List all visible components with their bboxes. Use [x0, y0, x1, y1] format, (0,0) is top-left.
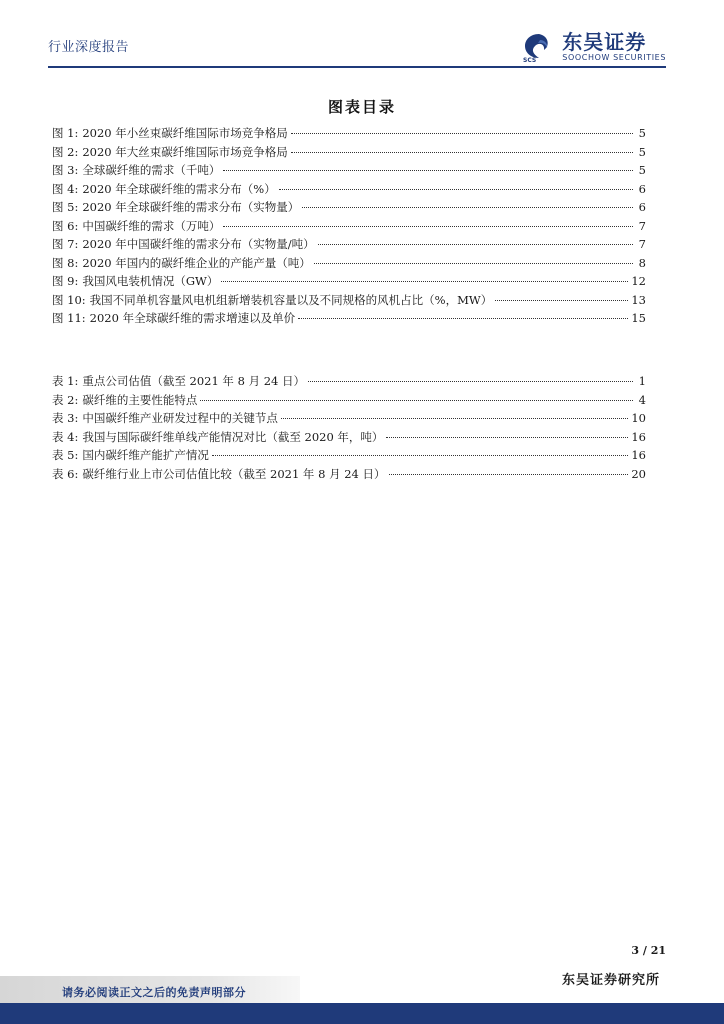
entry-title: 碳纤维的主要性能特点 [82, 392, 198, 407]
entry-title: 国内碳纤维产能扩产情况 [82, 448, 209, 462]
figure-entry[interactable] [52, 144, 646, 163]
figure-entry[interactable] [52, 125, 646, 144]
entry-label: 表 3: [52, 411, 79, 425]
entry-page-number: 16 [631, 448, 646, 462]
entry-label: 表 6: [52, 466, 79, 481]
entry-page-number: 7 [638, 218, 646, 233]
entry-label: 表 2: [52, 392, 79, 407]
entry-page-number: 20 [631, 466, 646, 481]
entry-label: 图 10: [52, 292, 86, 307]
entry-label: 图 6: [52, 218, 79, 233]
entry-title: 中国碳纤维的需求（万吨） [82, 218, 221, 233]
table-entry[interactable] [52, 466, 646, 485]
page-number: 3 / 21 [631, 944, 666, 957]
table-entry[interactable] [52, 447, 646, 466]
header-divider [48, 66, 666, 68]
figure-entry[interactable] [52, 255, 646, 274]
figure-entry[interactable] [52, 181, 646, 200]
soochow-logo-icon [522, 32, 556, 62]
figure-entry[interactable] [52, 218, 646, 237]
entry-title: 2020 年全球碳纤维的需求分布（实物量） [82, 200, 300, 214]
footer-bar [0, 1003, 724, 1024]
table-list [52, 373, 646, 484]
dot-leader [200, 399, 633, 401]
entry-label: 表 5: [52, 448, 79, 462]
research-institute-name: 东吴证券研究所 [561, 973, 660, 988]
entry-label: 表 1: [52, 374, 79, 388]
dot-leader [389, 473, 629, 475]
entry-title: 2020 年小丝束碳纤维国际市场竞争格局 [82, 126, 288, 140]
entry-page-number: 5 [638, 126, 646, 140]
dot-leader [495, 299, 628, 301]
dot-leader [291, 132, 633, 134]
dot-leader [318, 243, 633, 245]
entry-title: 2020 年全球碳纤维的需求分布（%） [82, 181, 276, 196]
entry-page-number: 6 [638, 200, 646, 214]
entry-page-number: 8 [638, 255, 646, 270]
entry-page-number: 4 [638, 392, 646, 407]
entry-page-number: 12 [631, 274, 646, 288]
entry-title: 2020 年中国碳纤维的需求分布（实物量/吨） [82, 237, 315, 251]
soochow-logo [522, 31, 666, 63]
entry-page-number: 13 [631, 292, 646, 307]
dot-leader [291, 151, 633, 153]
dot-leader [386, 436, 628, 438]
entry-title: 2020 年国内的碳纤维企业的产能产量（吨） [82, 255, 311, 270]
entry-title: 我国与国际碳纤维单线产能情况对比（截至 2020 年，吨） [82, 429, 384, 444]
table-entry[interactable] [52, 373, 646, 392]
entry-label: 表 4: [52, 429, 79, 444]
entry-title: 中国碳纤维产业研发过程中的关键节点 [82, 411, 278, 425]
figure-list [52, 125, 646, 329]
table-entry[interactable] [52, 410, 646, 429]
entry-title: 2020 年大丝束碳纤维国际市场竞争格局 [82, 144, 288, 159]
dot-leader [223, 169, 633, 171]
entry-label: 图 9: [52, 274, 79, 288]
entry-page-number: 16 [631, 429, 646, 444]
entry-page-number: 1 [638, 374, 646, 388]
entry-label: 图 3: [52, 163, 79, 177]
entry-label: 图 1: [52, 126, 79, 140]
figure-entry[interactable] [52, 236, 646, 255]
entry-label: 图 8: [52, 255, 79, 270]
logo-english-name: SOOCHOW SECURITIES [562, 53, 666, 62]
figure-entry[interactable] [52, 162, 646, 181]
entry-title: 2020 年全球碳纤维的需求增速以及单价 [89, 311, 296, 325]
figure-entry[interactable] [52, 273, 646, 292]
logo-chinese-name: 东吴证券 [562, 30, 647, 54]
report-category: 行业深度报告 [48, 40, 130, 55]
entry-page-number: 6 [638, 181, 646, 196]
toc-heading: 图表目录 [327, 98, 396, 116]
disclaimer-text: 请务必阅读正文之后的免责声明部分 [62, 986, 246, 999]
entry-page-number: 5 [638, 163, 646, 177]
entry-label: 图 2: [52, 144, 79, 159]
entry-label: 图 5: [52, 200, 79, 214]
entry-label: 图 4: [52, 181, 79, 196]
dot-leader [223, 225, 633, 227]
dot-leader [281, 417, 629, 419]
table-entry[interactable] [52, 392, 646, 411]
entry-title: 全球碳纤维的需求（千吨） [82, 163, 221, 177]
dot-leader [212, 454, 629, 456]
entry-page-number: 15 [631, 311, 646, 325]
entry-page-number: 10 [631, 411, 646, 425]
table-entry[interactable] [52, 429, 646, 448]
figure-entry[interactable] [52, 310, 646, 329]
figure-entry[interactable] [52, 292, 646, 311]
entry-title: 碳纤维行业上市公司估值比较（截至 2021 年 8 月 24 日） [82, 466, 386, 481]
entry-title: 我国风电装机情况（GW） [82, 274, 219, 288]
entry-title: 我国不同单机容量风电机组新增装机容量以及不同规格的风机占比（%，MW） [89, 292, 493, 307]
figure-entry[interactable] [52, 199, 646, 218]
entry-page-number: 7 [638, 237, 646, 251]
entry-label: 图 11: [52, 311, 86, 325]
dot-leader [308, 380, 633, 382]
dot-leader [314, 262, 633, 264]
dot-leader [302, 206, 633, 208]
svg-text:SCS: SCS [523, 57, 537, 62]
dot-leader [221, 280, 628, 282]
dot-leader [298, 317, 628, 319]
dot-leader [279, 188, 633, 190]
entry-label: 图 7: [52, 237, 79, 251]
entry-title: 重点公司估值（截至 2021 年 8 月 24 日） [82, 374, 306, 388]
entry-page-number: 5 [638, 144, 646, 159]
